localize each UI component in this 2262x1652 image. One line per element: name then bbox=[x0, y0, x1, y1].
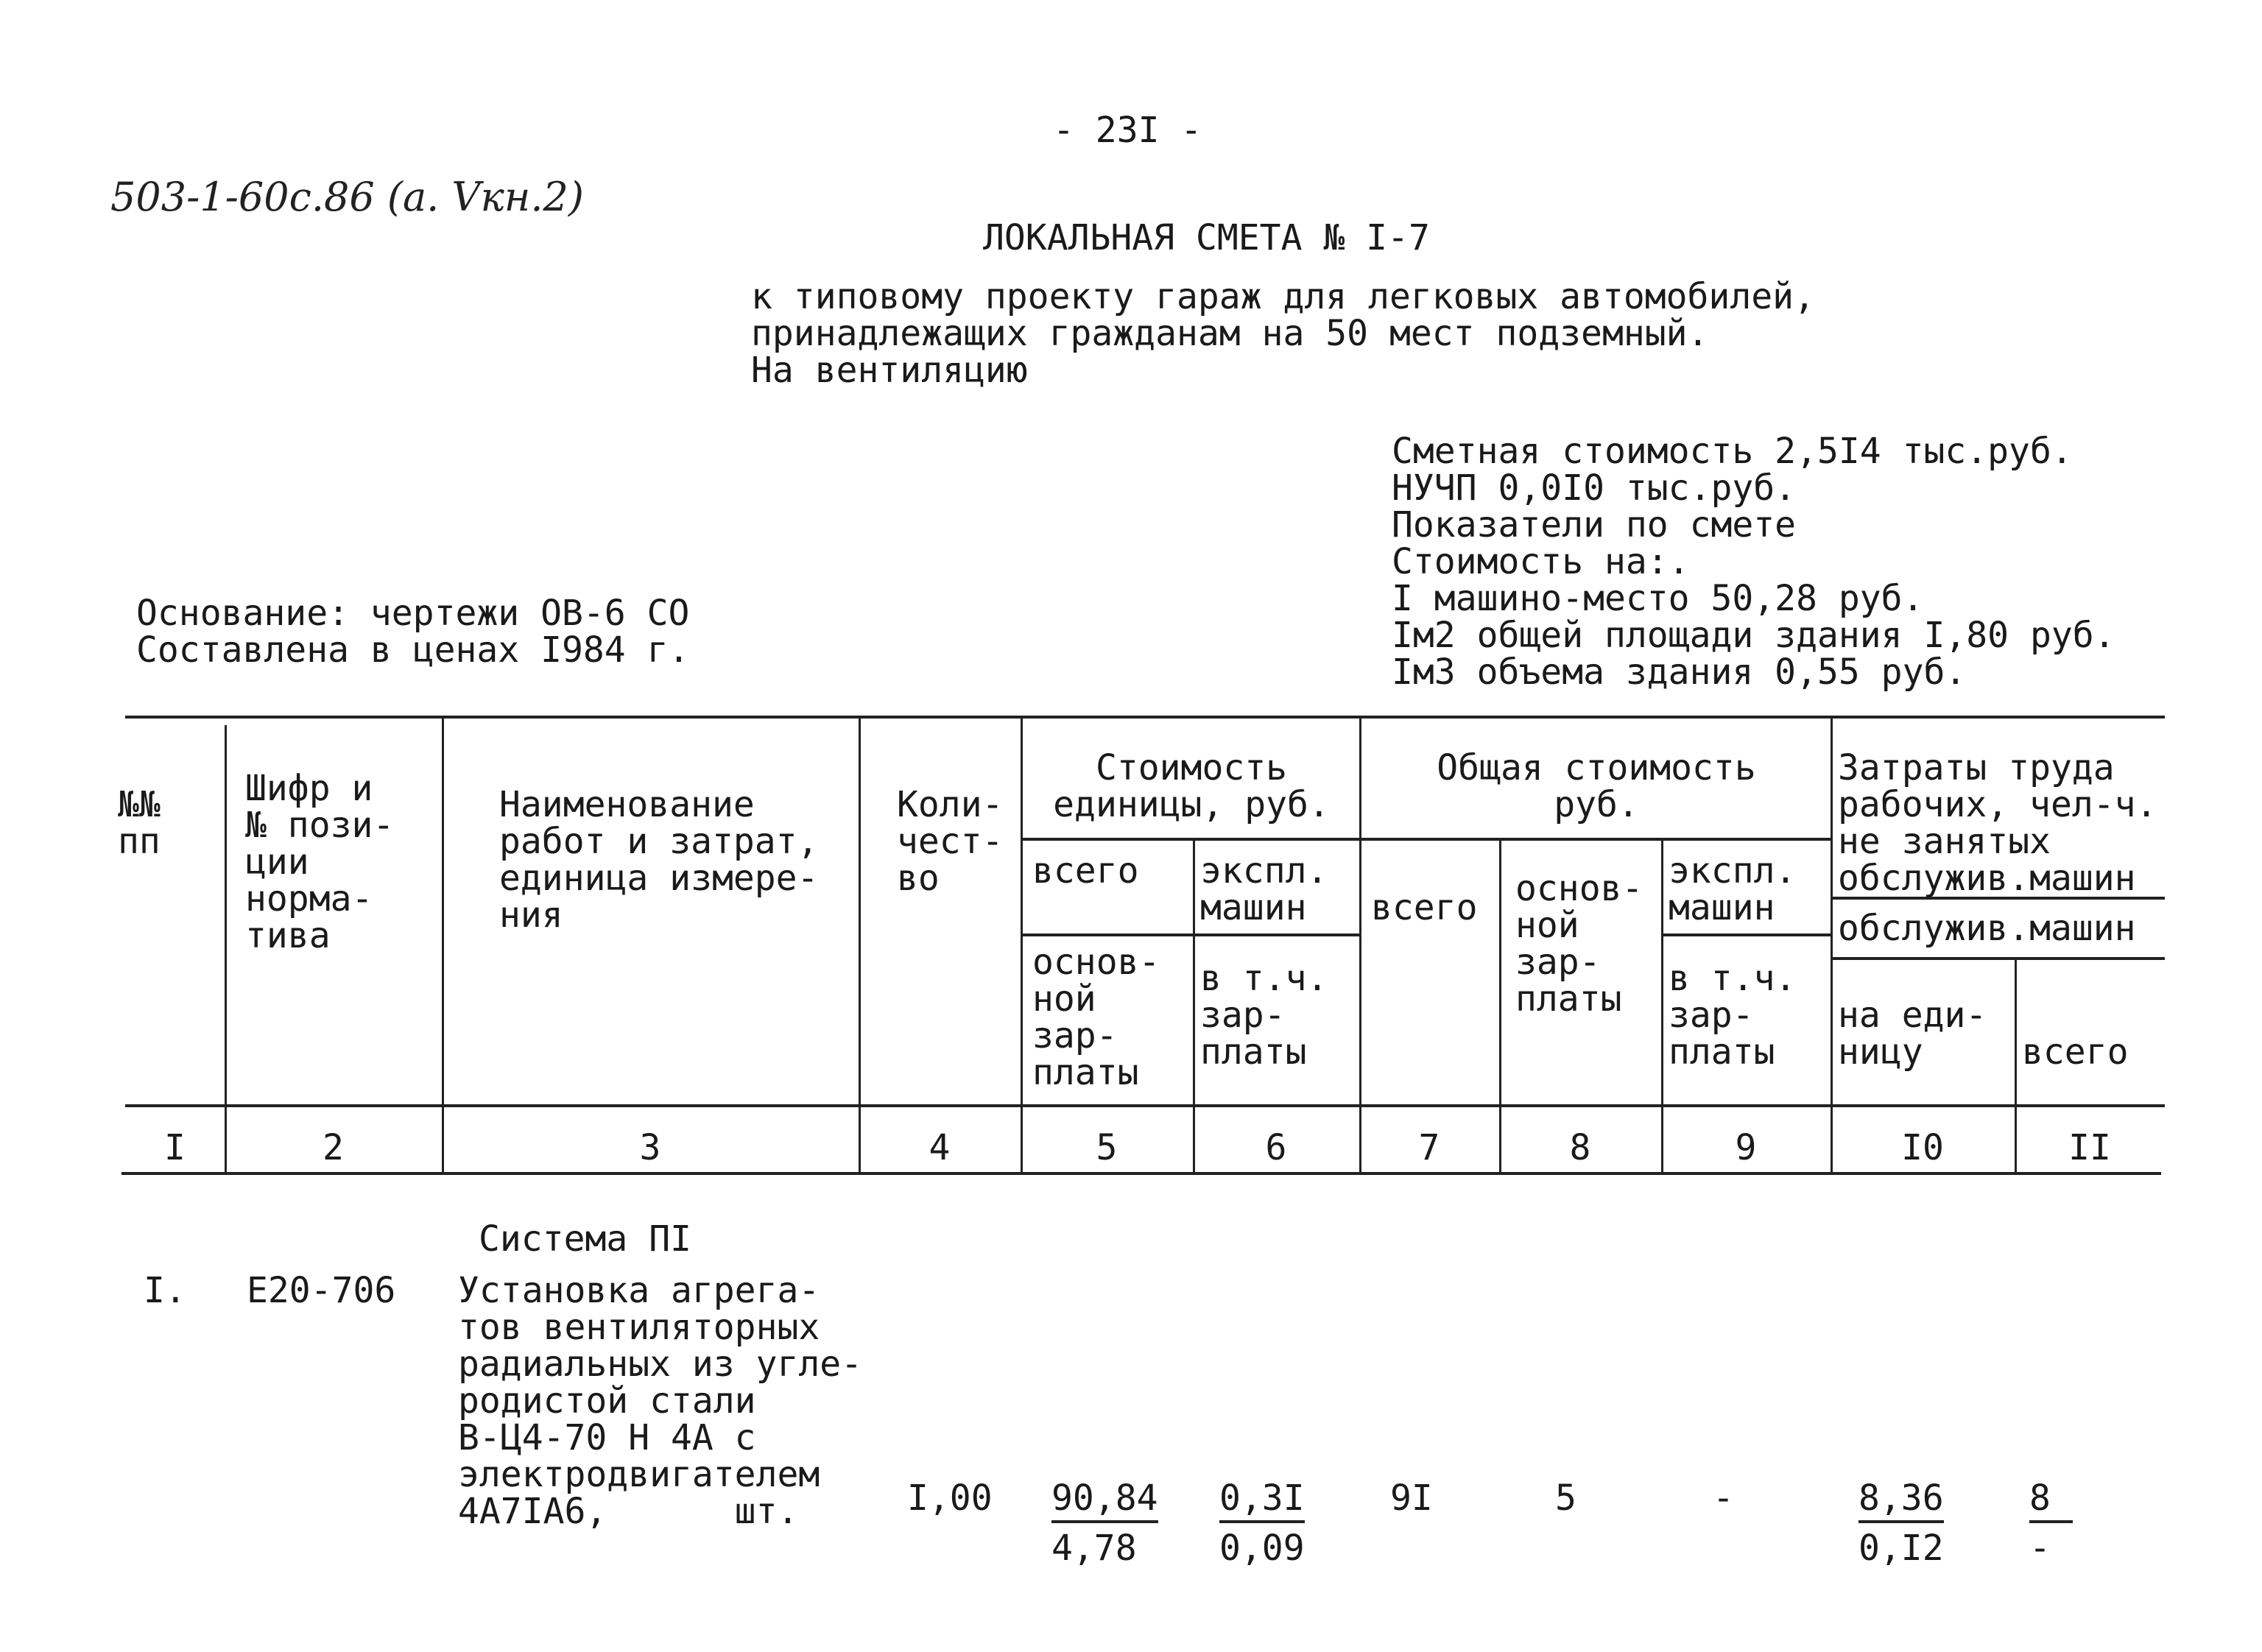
row-unit-total bbox=[1051, 1480, 1158, 1517]
header-unit-wage: основ- ной зар- платы bbox=[1032, 942, 1160, 1093]
row-name: Установка агрега- тов вентиляторных радиальных из угле- родистой стали В-Ц4-70 Н 4А с электродвигателем 4А7IА6, шт. bbox=[458, 1270, 863, 1532]
cost-info-6: Iм2 общей площади здания I,80 руб. bbox=[1392, 615, 2115, 656]
header-code: Шифр и № пози- ции норма- тива bbox=[245, 768, 395, 956]
row-labor-unit-value: 8,36 bbox=[1858, 1478, 1944, 1523]
header-quantity: Коли- чест- во bbox=[897, 784, 1004, 899]
header-unit-machine: экспл. машин bbox=[1200, 850, 1328, 928]
row-total-all: 9I bbox=[1390, 1478, 1433, 1519]
cost-info-1: Сметная стоимость 2,5I4 тыс.руб. bbox=[1392, 431, 2073, 472]
row-unit-machine bbox=[1219, 1480, 1305, 1517]
row-labor-unit bbox=[1858, 1480, 1944, 1517]
row-number: I. bbox=[144, 1270, 186, 1311]
row-total-machine: - bbox=[1713, 1478, 1734, 1519]
subtitle-line-2: принадлежащих гражданам на 50 мест подземный. bbox=[751, 313, 1709, 354]
handwritten-code: 503-1-60с.86 (а. Vкн.2) bbox=[110, 174, 584, 220]
cost-info-4: Стоимость на:. bbox=[1392, 541, 1690, 582]
header-unit-total: всего bbox=[1032, 850, 1139, 892]
column-number-11: II bbox=[2068, 1127, 2111, 1168]
header-name: Наименование работ и затрат, единица измере- ния bbox=[499, 784, 819, 936]
row-quantity: I,00 bbox=[907, 1478, 993, 1519]
row-labor-total-value: 8 bbox=[2029, 1478, 2073, 1523]
column-number-9: 9 bbox=[1735, 1127, 1757, 1168]
basis-line-1: Основание: чертежи ОВ-6 СО bbox=[136, 593, 690, 634]
column-number-10: I0 bbox=[1901, 1127, 1944, 1168]
row-total-wage: 5 bbox=[1555, 1478, 1576, 1519]
row-labor-unit-machine: 0,I2 bbox=[1858, 1528, 1944, 1569]
header-total-cost: Общая стоимость руб. bbox=[1437, 747, 1756, 825]
header-labor-sub: обслужив.машин bbox=[1838, 908, 2136, 949]
header-total-wage: основ- ной зар- платы bbox=[1515, 868, 1643, 1020]
section-title: Система ПI bbox=[479, 1218, 691, 1260]
document-title: ЛОКАЛЬНАЯ СМЕТА № I-7 bbox=[983, 217, 1430, 258]
basis-line-2: Составлена в ценах I984 г. bbox=[136, 629, 690, 671]
header-labor-total: всего bbox=[2022, 1031, 2129, 1073]
header-total-all: всего bbox=[1371, 887, 1478, 928]
row-unit-machine-value: 0,3I bbox=[1219, 1478, 1305, 1523]
row-unit-total-value: 90,84 bbox=[1051, 1478, 1158, 1523]
header-total-machine: экспл. машин bbox=[1669, 850, 1797, 928]
column-number-8: 8 bbox=[1569, 1127, 1591, 1168]
row-unit-wage: 4,78 bbox=[1051, 1528, 1137, 1569]
row-unit-machine-wage: 0,09 bbox=[1219, 1528, 1305, 1569]
cost-info-3: Показатели по смете bbox=[1392, 504, 1797, 546]
cost-info-7: Iм3 объема здания 0,55 руб. bbox=[1392, 652, 1967, 693]
row-labor-total-machine: - bbox=[2029, 1528, 2051, 1569]
header-row-number: №№ пп bbox=[118, 784, 161, 862]
header-labor: Затраты труда рабочих, чел-ч. не занятых обслужив.машин bbox=[1838, 747, 2157, 899]
row-code: Е20-706 bbox=[247, 1270, 396, 1311]
row-labor-total bbox=[2029, 1480, 2073, 1517]
header-unit-machine-wage: в т.ч. зар- платы bbox=[1200, 958, 1328, 1073]
header-total-machine-wage: в т.ч. зар- платы bbox=[1669, 958, 1797, 1073]
column-number-5: 5 bbox=[1096, 1127, 1118, 1168]
cost-info-5: I машино-место 50,28 руб. bbox=[1392, 578, 1924, 619]
subtitle-line-3: На вентиляцию bbox=[751, 350, 1028, 391]
column-number-2: 2 bbox=[323, 1127, 344, 1168]
column-number-6: 6 bbox=[1265, 1127, 1287, 1168]
column-number-3: 3 bbox=[639, 1127, 661, 1168]
page-number: - 23I - bbox=[1053, 110, 1202, 151]
column-number-4: 4 bbox=[929, 1127, 951, 1168]
subtitle-line-1: к типовому проекту гараж для легковых автомобилей, bbox=[751, 276, 1815, 317]
header-unit-cost: Стоимость единицы, руб. bbox=[1053, 747, 1330, 825]
column-number-1: I bbox=[164, 1127, 186, 1168]
header-labor-unit: на еди- ницу bbox=[1838, 995, 1987, 1073]
cost-info-2: НУЧП 0,0I0 тыс.руб. bbox=[1392, 467, 1797, 509]
column-number-7: 7 bbox=[1418, 1127, 1440, 1168]
